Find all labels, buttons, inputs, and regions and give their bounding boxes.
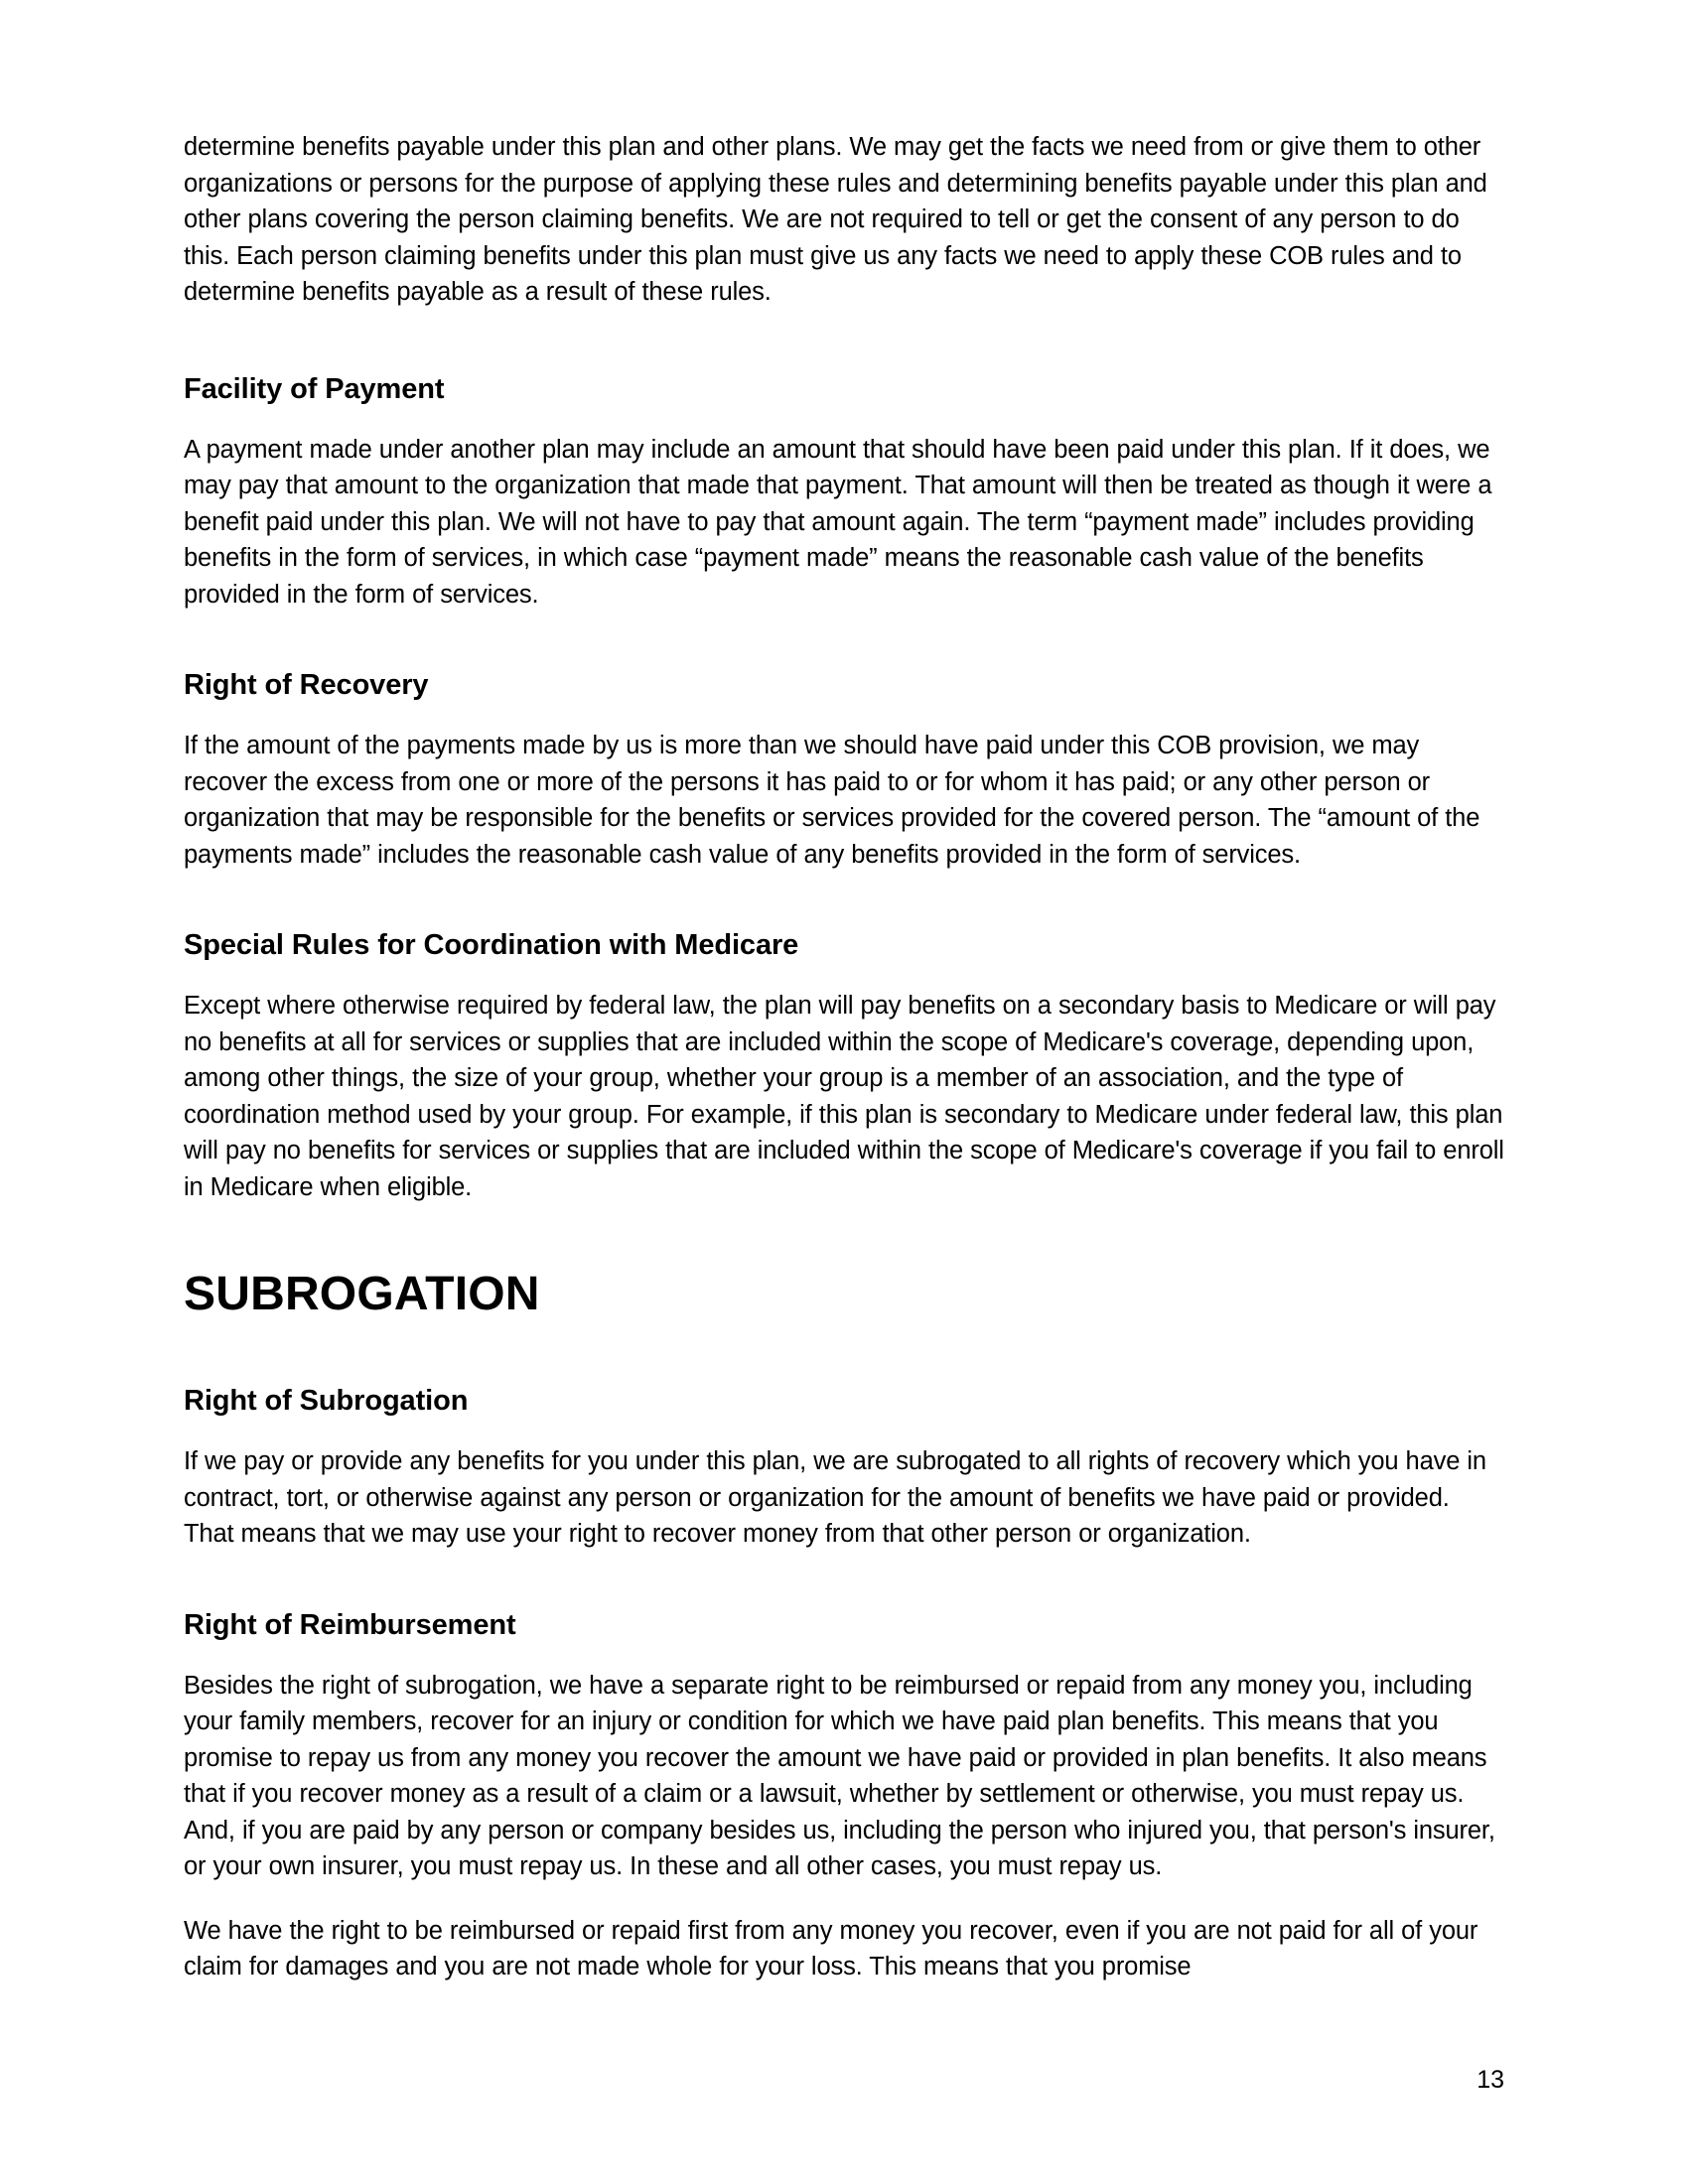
- spacer: [184, 311, 1504, 372]
- paragraph-special-rules-medicare: Except where otherwise required by federal law, the plan will pay benefits on a secondary basis to Medicare or will pay no benefits at all for services or supplies that are included within the scope of Medicare's coverage, depending upon, among other things, the size of your group, whether your group is a member of an association, and the type of coordination method used by your group. For example, if this plan is secondary to Medicare under federal law, this plan will pay no benefits for services or supplies that are included within the scope of Medicare's coverage if you fail to enroll in Medicare when eligible.: [184, 992, 1504, 1201]
- spacer: [184, 1205, 1504, 1267]
- spacer: [184, 1322, 1504, 1384]
- intro-paragraph: determine benefits payable under this plan and other plans. We may get the facts we need from or give them to other organizations or persons for the purpose of applying these rules and determining benefits payable under this plan and other plans covering the person claiming benefits. We are not required to tell or get the consent of any person to do this. Each person claiming benefits under this plan must give us any facts we need to apply these COB rules and to determine benefits payable as a result of these rules.: [184, 133, 1487, 306]
- paragraph-right-of-reimbursement-2: We have the right to be reimbursed or repaid first from any money you recover, even if you are not paid for all of your claim for damages and you are not made whole for your loss. This means that you promise: [184, 1916, 1478, 1980]
- spacer: [184, 1642, 1504, 1668]
- spacer: [184, 873, 1504, 928]
- spacer: [184, 702, 1504, 728]
- page-content: [184, 129, 1504, 1985]
- heading-facility-of-payment: Facility of Payment: [184, 372, 445, 405]
- heading-right-of-recovery: Right of Recovery: [184, 669, 429, 701]
- spacer: [184, 613, 1504, 668]
- spacer: [184, 962, 1504, 988]
- heading-right-of-subrogation: Right of Subrogation: [184, 1385, 469, 1417]
- spacer: [184, 1553, 1504, 1608]
- paragraph-facility-of-payment: A payment made under another plan may include an amount that should have been paid under this plan. If it does, we may pay that amount to the organization that made that payment. That amount will then be treated as though it were a benefit paid under this plan. We will not have to pay that amount again. The term “payment made” includes providing benefits in the form of services, in which case “payment made” means the reasonable cash value of the benefits provided in the form of services.: [184, 435, 1492, 609]
- page-number: 13: [1477, 2066, 1504, 2094]
- spacer: [184, 406, 1504, 432]
- paragraph-right-of-recovery: If the amount of the payments made by us is more than we should have paid under this COB provision, we may recover the excess from one or more of the persons it has paid to or for whom it has paid; or any other person or organization that may be responsible for the benefits or services provided for the covered person. The “amount of the payments made” includes the reasonable cash value of any benefits provided in the form of services.: [184, 732, 1480, 869]
- heading-special-rules-medicare: Special Rules for Coordination with Medicare: [184, 929, 799, 961]
- paragraph-right-of-subrogation: If we pay or provide any benefits for you under this plan, we are subrogated to all rights of recovery which you have in contract, tort, or otherwise against any person or organization for the amount of benefits we have paid or provided. That means that we may use your right to recover money from that other person or organization.: [184, 1447, 1486, 1548]
- title-subrogation: SUBROGATION: [184, 1268, 540, 1320]
- spacer: [184, 1885, 1504, 1913]
- heading-right-of-reimbursement: Right of Reimbursement: [184, 1608, 516, 1641]
- paragraph-right-of-reimbursement-1: Besides the right of subrogation, we have a separate right to be reimbursed or repaid from any money you, including your family members, recover for an injury or condition for which we have paid plan benefits. This means that you promise to repay us from any money you recover the amount we have paid or provided in plan benefits. It also means that if you recover money as a result of a claim or a lawsuit, whether by settlement or otherwise, you must repay us. And, if you are paid by any person or company besides us, including the person who injured you, that person's insurer, or your own insurer, you must repay us. In these and all other cases, you must repay us.: [184, 1671, 1495, 1880]
- spacer: [184, 1418, 1504, 1443]
